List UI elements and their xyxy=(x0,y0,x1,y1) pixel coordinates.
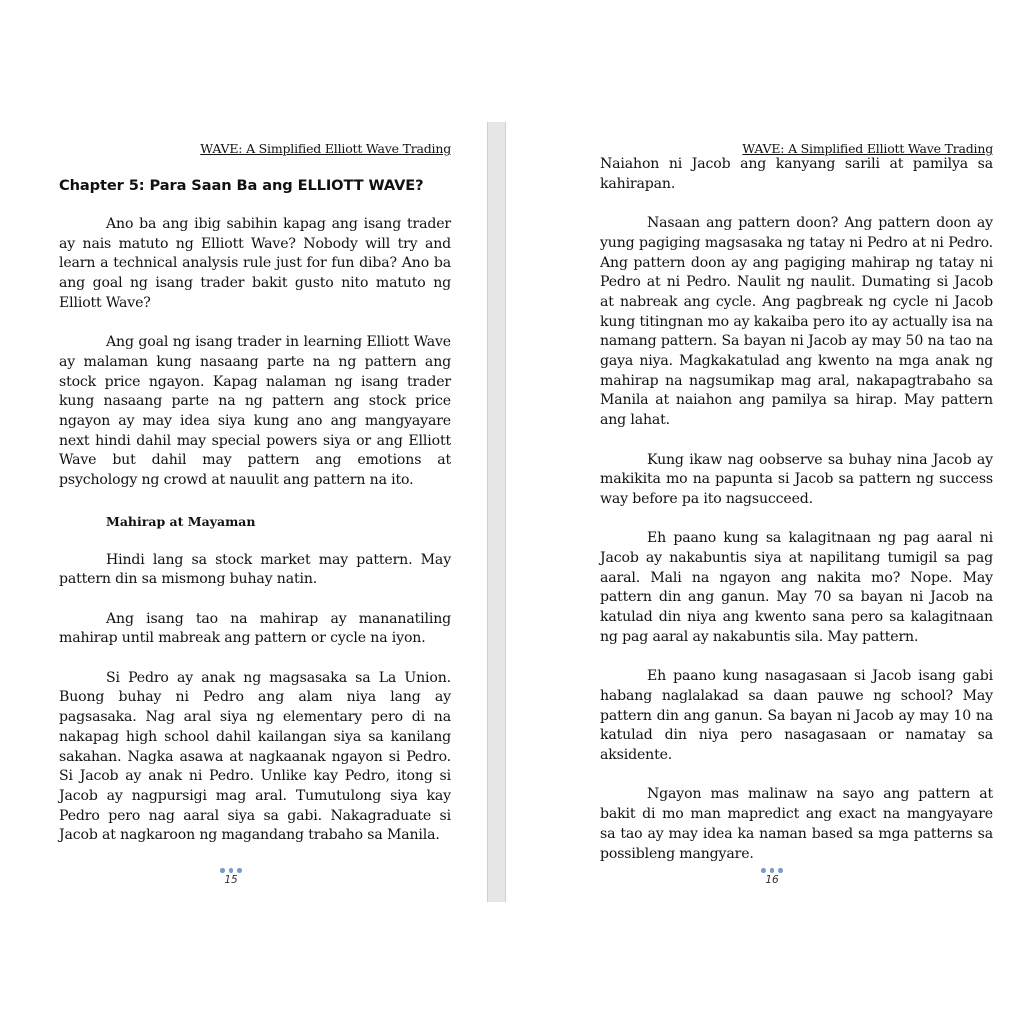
running-header: WAVE: A Simplified Elliott Wave Trading xyxy=(200,141,451,156)
right-page xyxy=(506,122,1024,902)
left-page-content xyxy=(59,176,451,866)
page-number: 16 xyxy=(765,874,779,886)
paragraph: Hindi lang sa stock market may pattern. May pattern din sa mismong buhay natin. xyxy=(59,551,451,588)
section-heading: Mahirap at Mayaman xyxy=(106,513,256,529)
right-page-content xyxy=(600,155,993,884)
page-footer xyxy=(752,868,792,887)
page-footer xyxy=(211,868,251,887)
running-header: WAVE: A Simplified Elliott Wave Trading xyxy=(742,141,993,156)
continued-paragraph: Naiahon ni Jacob ang kanyang sarili at pamilya sa kahirapan. xyxy=(600,156,993,192)
paragraph: Ang goal ng isang trader in learning Elliott Wave ay malaman kung nasaang parte na ng pattern ang stock price ngayon. Kapag nalaman ng isang trader kung nasaang parte na ng pattern ang stock price ngayon ay may idea siya kung ano ang mangyayare next hindi dahil may special powers siya or ang Elliott Wave but dahil may pattern ang emotions at psychology ng crowd at nauulit ang pattern na ito. xyxy=(59,334,451,489)
paragraph: Nasaan ang pattern doon? Ang pattern doon ay yung pagiging magsasaka ng tatay ni Pedro at ni Pedro. Ang pattern doon ay ang pagiging mahirap ng tatay ni Pedro at ni Pedro. Naulit ng naulit. Dumating si Jacob at nabreak ang cycle. Ang pagbreak ng cycle ni Jacob kung titingnan mo ay kakaiba pero ito ay actually isa na namang pattern. Sa bayan ni Jacob ay may 50 na tao na gaya niya. Magkakatulad ang kwento na mga anak ng mahirap na nagsumikap mag aral, nakapagtrabaho sa Manila at naiahon ang pamilya sa hirap. May pattern ang lahat. xyxy=(600,215,993,429)
left-page xyxy=(0,122,487,902)
paragraph: Eh paano kung nasagasaan si Jacob isang gabi habang naglalakad sa daan pauwe ng school? May pattern din ang ganun. Sa bayan ni Jacob ay may 10 na katulad din niya pero nasagasaan or namatay sa aksidente. xyxy=(600,668,993,764)
paragraph: Si Pedro ay anak ng magsasaka sa La Union. Buong buhay ni Pedro ang alam niya lang ay pagsasaka. Nag aral siya ng elementary pero di na nakapag high school dahil kailangan siya sa kanilang sakahan. Nagka asawa at nagkaanak ngayon si Pedro. Si Jacob ay anak ni Pedro. Unlike kay Pedro, itong si Jacob ay nagpursigi mag aral. Tumutulong siya kay Pedro pero nag aaral siya sa gabi. Nakagraduate si Jacob at nagkaroon ng magandang trabaho sa Manila. xyxy=(59,669,451,844)
book-gutter xyxy=(487,122,506,902)
paragraph: Ngayon mas malinaw na sayo ang pattern at bakit di mo man mapredict ang exact na mangyayare sa tao ay may idea ka naman based sa mga patterns sa possibleng mangyare. xyxy=(600,786,993,862)
paragraph: Eh paano kung sa kalagitnaan ng pag aaral ni Jacob ay nakabuntis siya at napilitang tumigil sa pag aaral. Mali na ngayon ang nakita mo? Nope. May pattern din ang ganun. May 70 sa bayan ni Jacob na katulad din niya ang kwento sana pero sa kalagitnaan ng pag aaral ay nakabuntis sila. May pattern. xyxy=(600,530,993,645)
paragraph: Kung ikaw nag oobserve sa buhay nina Jacob ay makikita mo na papunta si Jacob sa pattern ng success way before pa ito nagsucceed. xyxy=(600,451,993,507)
chapter-title: Chapter 5: Para Saan Ba ang ELLIOTT WAVE? xyxy=(59,177,424,194)
paragraph: Ang isang tao na mahirap ay mananatiling mahirap until mabreak ang pattern or cycle na iyon. xyxy=(59,610,451,647)
paragraph: Ano ba ang ibig sabihin kapag ang isang trader ay nais matuto ng Elliott Wave? Nobody will try and learn a technical analysis rule just for fun diba? Ano ba ang goal ng isang trader bakit gusto nito matuto ng Elliott Wave? xyxy=(59,216,451,311)
page-number: 15 xyxy=(224,874,238,886)
